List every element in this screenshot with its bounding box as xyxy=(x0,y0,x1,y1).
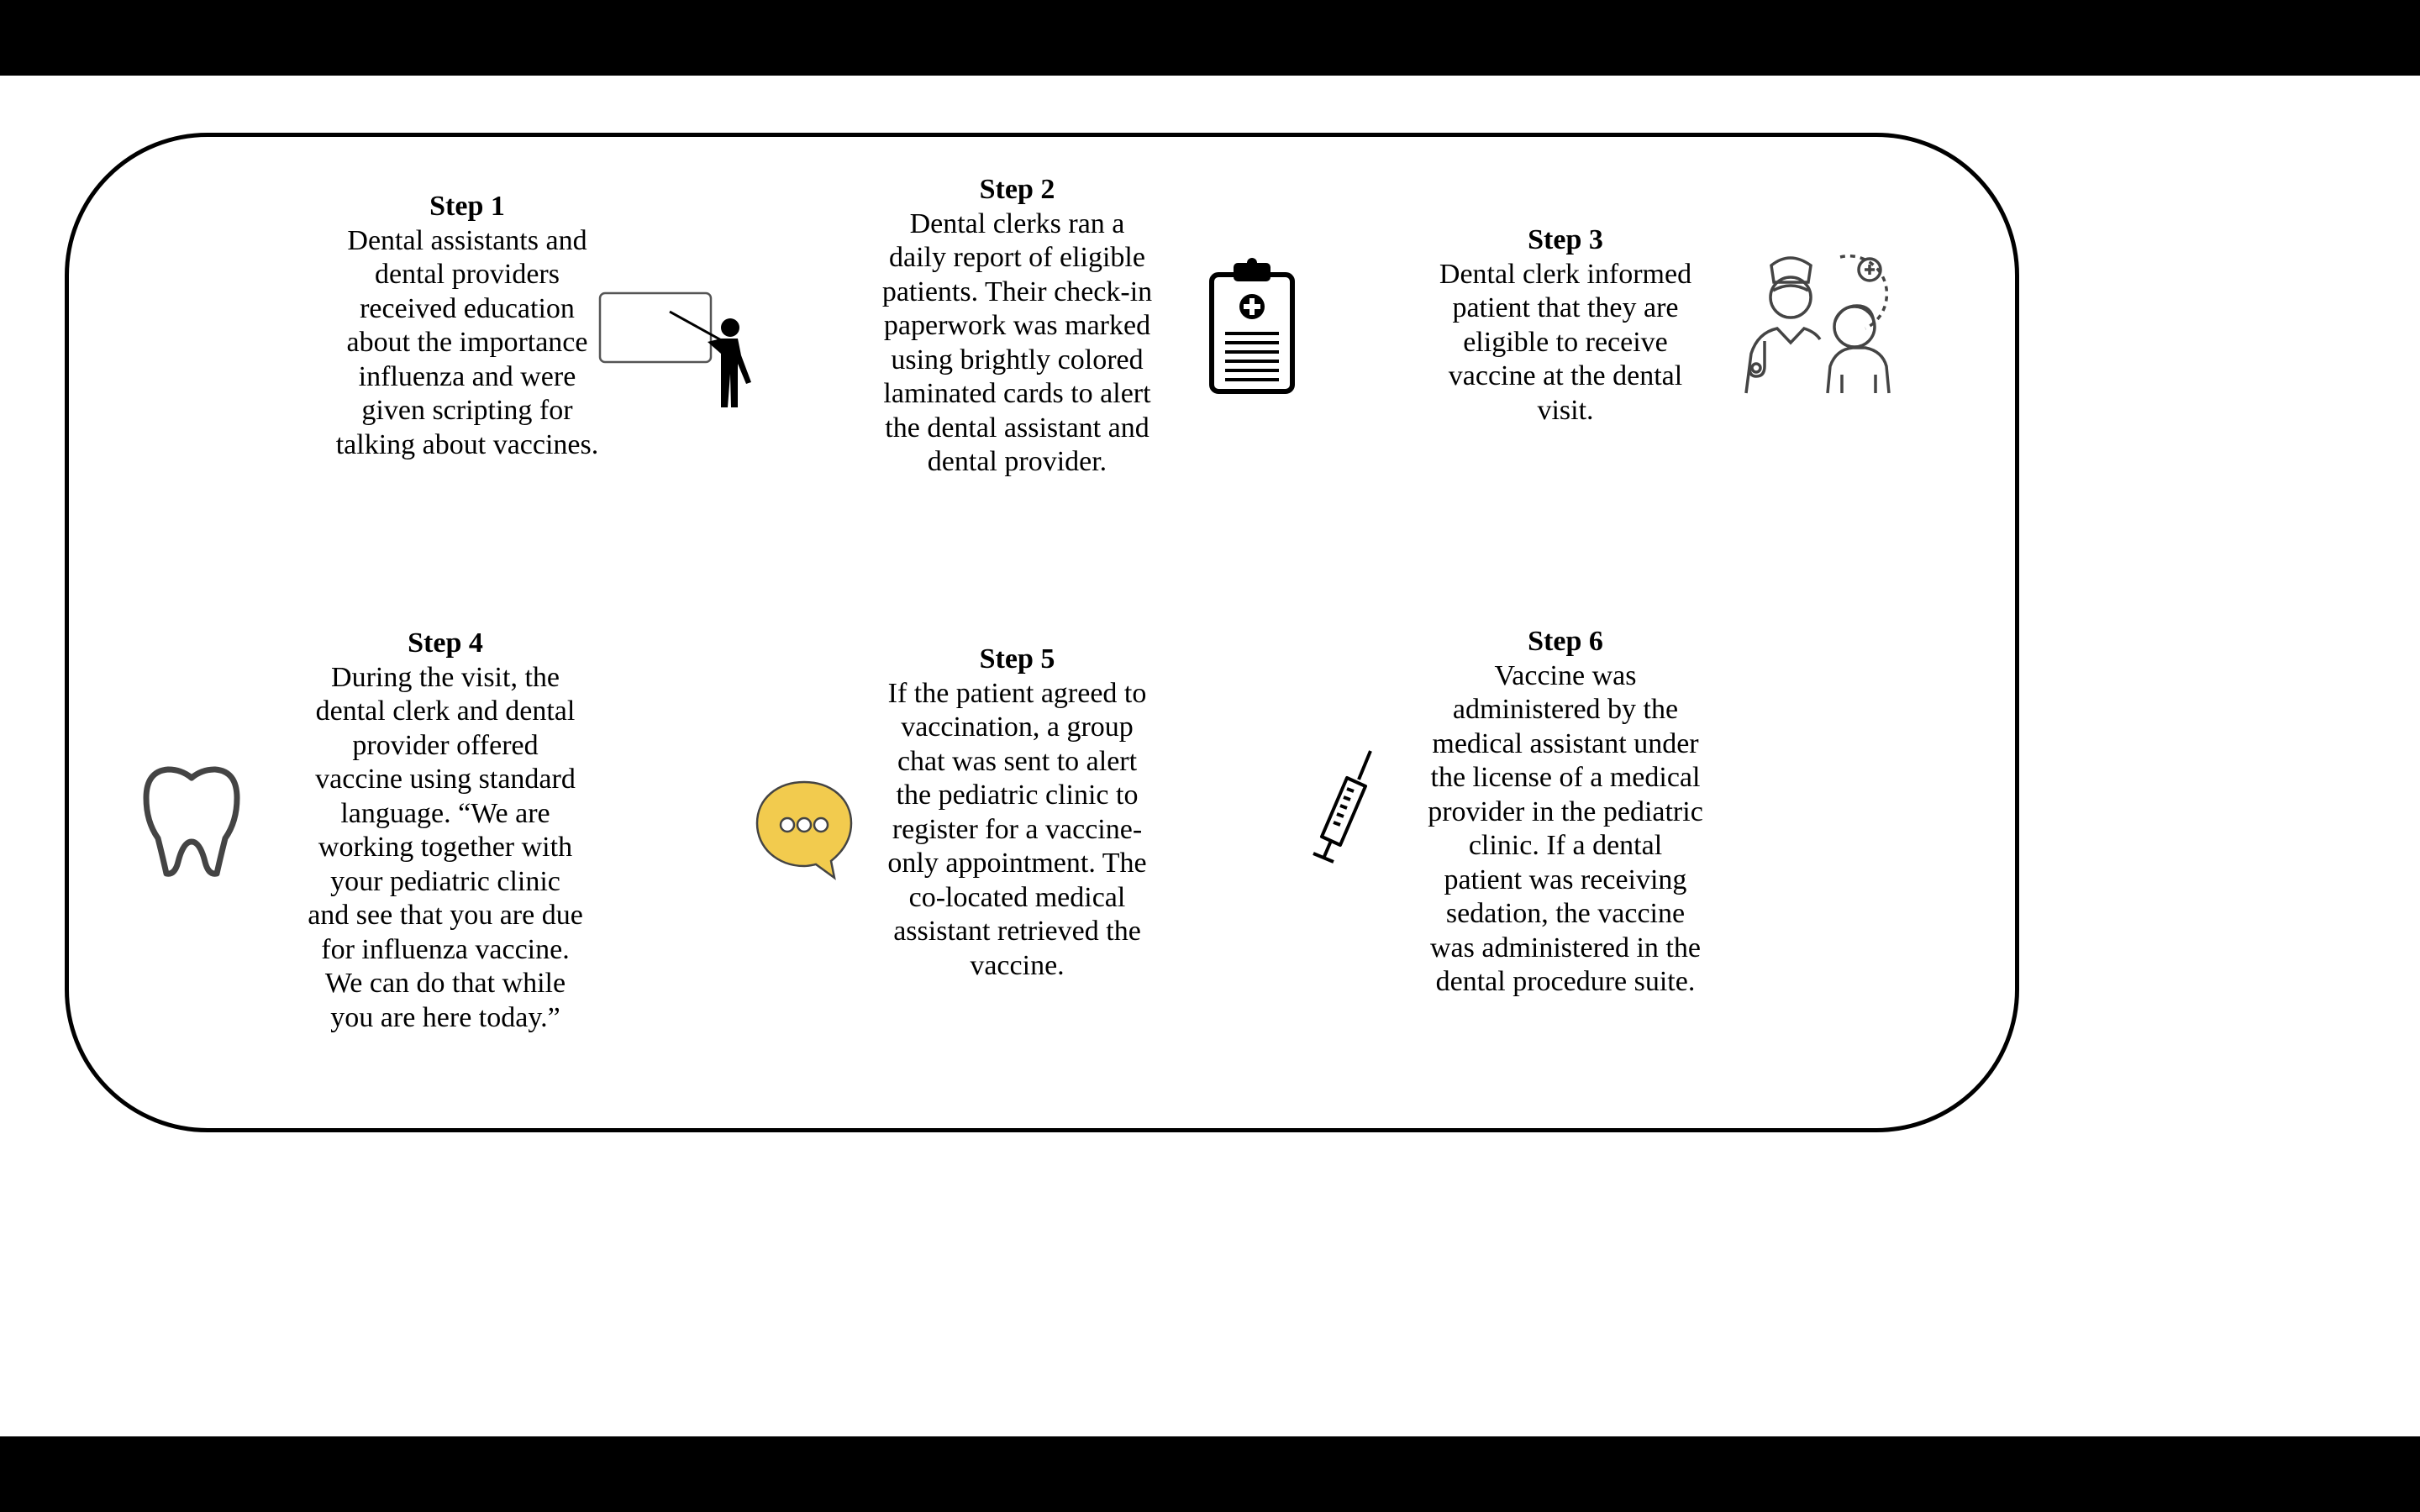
step-1 xyxy=(316,190,618,462)
step-3-text: Dental clerk informed patient that they are eligible to receive vaccine at the dental visit. xyxy=(1439,258,1692,426)
tooth-icon xyxy=(141,764,242,878)
step-4 xyxy=(294,627,597,1035)
nurse-and-patient-icon xyxy=(1739,249,1895,400)
step-6-title: Step 6 xyxy=(1528,626,1603,657)
step-1-text: Dental assistants and dental providers received education about the importance influenza and were given scripting for talking about vaccines. xyxy=(335,224,599,460)
step-5-text: If the patient agreed to vaccination, a group chat was sent to alert the pediatric clinic to register for a vaccine- only appointment. The co-located medical assistant retrieved the vaccine. xyxy=(887,677,1147,981)
step-6 xyxy=(1406,625,1725,1000)
step-4-text: During the visit, the dental clerk and dental provider offered vaccine using standard language. “We are working together with your pediatric clinic and see that you are due for influenza vaccine. We can do that while you are here today.” xyxy=(308,661,583,1033)
step-3-title: Step 3 xyxy=(1528,224,1603,255)
syringe-icon xyxy=(1307,748,1374,869)
step-2-title: Step 2 xyxy=(979,174,1055,205)
step-5-title: Step 5 xyxy=(979,643,1055,675)
step-4-title: Step 4 xyxy=(408,627,483,659)
step-6-text: Vaccine was administered by the medical assistant under the license of a medical provider in the pediatric clinic. If a dental patient was receiving sedation, the vaccine was administered in the dental procedure suite. xyxy=(1428,659,1703,997)
teacher-at-whiteboard-icon xyxy=(598,290,754,412)
step-1-title: Step 1 xyxy=(429,191,505,222)
bottom-black-bar xyxy=(0,1436,2420,1512)
medical-clipboard-icon xyxy=(1208,256,1296,395)
step-2 xyxy=(860,173,1175,480)
step-2-text: Dental clerks ran a daily report of eligible patients. Their check-in paperwork was marked using brightly colored laminated cards to alert the dental assistant and dental provider. xyxy=(881,207,1153,477)
chat-bubble-icon xyxy=(752,777,857,882)
top-black-bar xyxy=(0,0,2420,76)
step-5 xyxy=(860,643,1175,983)
step-3 xyxy=(1406,223,1725,428)
